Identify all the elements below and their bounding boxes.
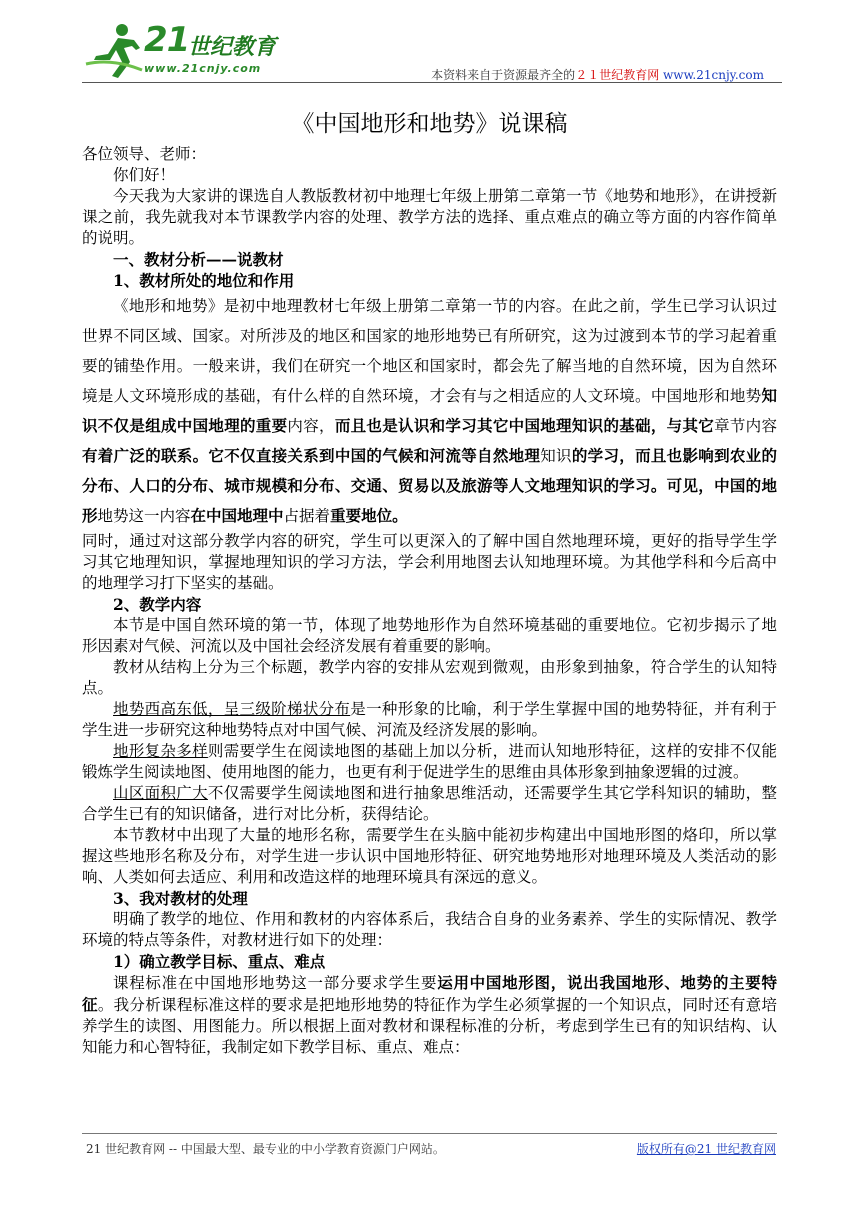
terrain-feature-1-text: 是一种形象的比喻，利于学生掌握中国的地势特征，并有利于学生进一步研究这种地势特点对中国气候、河流及经济发展的影响。 bbox=[82, 700, 777, 739]
text-run: 知识 bbox=[540, 447, 572, 465]
subsection-2-paragraph-4 bbox=[82, 741, 777, 783]
subsection-2-paragraph-3 bbox=[82, 699, 777, 741]
logo-number: 21 bbox=[144, 20, 190, 60]
subsection-2-paragraph-2: 教材从结构上分为三个标题，教学内容的安排从宏观到微观，由形象到抽象，符合学生的认知特点。 bbox=[82, 658, 777, 697]
greeting: 各位领导、老师： bbox=[82, 145, 207, 163]
header-note-brand[interactable]: ２１世纪教育网 bbox=[575, 68, 660, 82]
text-run: 在中国地理中 bbox=[190, 506, 284, 525]
subsection-2-paragraph-6: 本节教材中出现了大量的地形名称，需要学生在头脑中能初步构建出中国地形图的烙印，所以掌握这些地形名称及分布，对学生进一步认识中国地形特征、研究地势地形对地理环境及人类活动的影响、人类如何去适应、利用和改造这样的地理环境具有深远的意义。 bbox=[82, 826, 777, 886]
terrain-feature-2-text: 则需要学生在阅读地图的基础上加以分析，进而认知地形特征，这样的安排不仅能锻炼学生阅读地图、使用地图的能力，也更有利于促进学生的思维由具体形象到抽象逻辑的过渡。 bbox=[82, 742, 777, 781]
standard-analysis: 。我分析课程标准这样的要求是把地形地势的特征作为学生必须掌握的一个知识点，同时还有意培养学生的读图、用图能力。所以根据上面对教材和课程标准的分析，考虑到学生已有的知识结构、认知能力和心智特征，我制定如下教学目标、重点、难点： bbox=[82, 996, 777, 1056]
subsection-3-paragraph-2 bbox=[82, 972, 777, 1058]
header-note bbox=[431, 66, 764, 83]
document-body bbox=[82, 110, 777, 1058]
subsection-2-paragraph-5 bbox=[82, 783, 777, 825]
logo-text: 世纪教育 bbox=[188, 35, 277, 60]
text-run: 知识不仅是组成中国地理的重要 bbox=[82, 386, 777, 435]
subsection-3-1-heading: 1）确立教学目标、重点、难点 bbox=[113, 952, 326, 971]
text-run: 重要地位。 bbox=[330, 506, 408, 525]
header-note-prefix: 本资料来自于资源最齐全的 bbox=[431, 68, 576, 82]
text-run: 章节内容 bbox=[714, 417, 777, 435]
header-divider bbox=[82, 82, 782, 83]
site-logo[interactable] bbox=[82, 20, 302, 82]
subsection-3-heading: 3、我对教材的处理 bbox=[113, 889, 248, 908]
subsection-1-text: 《地形和地势》是初中地理教材七年级上册第二章第一节的内容。在此之前，学生已学习认识过世界不同区域、国家。对所涉及的地区和国家的地形地势已有所研究，这为过渡到本节的学习起着重要的铺垫作用。一般来讲，我们在研究一个地区和国家时，都会先了解当地的自然环境，因为自然环境是人文环境形成的基础，有什么样的自然环境，才会有与之相适应的人文环境。 bbox=[82, 297, 777, 405]
text-run: 内容， bbox=[287, 417, 335, 435]
terrain-feature-2: 地形复杂多样 bbox=[113, 742, 208, 760]
footer-text: 21 世纪教育网 -- 中国最大型、最专业的中小学教育资源门户网站。 bbox=[86, 1142, 445, 1156]
text-run: 中国地形和地势 bbox=[650, 387, 762, 405]
subsection-1-paragraph-2: 同时，通过对这部分教学内容的研究，学生可以更深入的了解中国自然地理环境，更好的指导学生学习其它地理知识，掌握地理知识的学习方法，学会利用地图去认知地理环境。为其他学科和今后高中的地理学习打下坚实的基础。 bbox=[82, 532, 777, 592]
logo-url: www.21cnjy.com bbox=[144, 62, 262, 75]
subsection-2-paragraph-1: 本节是中国自然环境的第一节，体现了地势地形作为自然环境基础的重要地位。它初步揭示了地形因素对气候、河流以及中国社会经济发展有着重要的影响。 bbox=[82, 616, 777, 655]
subsection-1-heading: 1、教材所处的地位和作用 bbox=[113, 271, 295, 290]
terrain-feature-1: 地势西高东低，呈三级阶梯状分布 bbox=[113, 700, 351, 718]
runner-logo-icon bbox=[82, 20, 146, 82]
text-run: 占据着 bbox=[283, 507, 331, 525]
text-run: 的学习，而且也影响到农业的分布、人口的分布、城市规模和分布、交通、贸易以及旅游等人文地理知识的学习。可见，中国的地形 bbox=[82, 446, 777, 525]
subsection-2-heading: 2、教学内容 bbox=[113, 595, 202, 614]
subsection-1-runs bbox=[82, 387, 777, 525]
document-title: 《中国地形和地势》说课稿 bbox=[291, 111, 568, 137]
intro-paragraph: 今天我为大家讲的课选自人教版教材初中地理七年级上册第二章第一节《地势和地形》，在讲授新课之前，我先就我对本节课教学内容的处理、教学方法的选择、重点难点的确立等方面的内容作简单的说明。 bbox=[82, 187, 777, 247]
header-note-url[interactable]: www.21cnjy.com bbox=[663, 68, 764, 82]
footer-copyright-link[interactable]: 版权所有@21 世纪教育网 bbox=[636, 1142, 776, 1156]
terrain-feature-3-text: 不仅需要学生阅读地图和进行抽象思维活动，还需要学生其它学科知识的辅助，整合学生已有的知识储备，进行对比分析，获得结论。 bbox=[82, 784, 777, 823]
subsection-1-paragraph bbox=[82, 291, 777, 531]
subsection-3-paragraph-1: 明确了教学的地位、作用和教材的内容体系后，我结合自身的业务素养、学生的实际情况、教学环境的特点等条件，对教材进行如下的处理： bbox=[82, 910, 777, 949]
text-run: 而且也是认识和学习其它中国地理知识的基础，与其它 bbox=[334, 416, 715, 435]
text-run: 地势这一内容 bbox=[97, 507, 191, 525]
section-1-heading: 一、教材分析——说教材 bbox=[113, 250, 284, 269]
terrain-feature-3: 山区面积广大 bbox=[113, 784, 208, 802]
hello-line: 你们好！ bbox=[113, 166, 176, 184]
footer-divider bbox=[82, 1133, 777, 1134]
standard-intro: 课程标准在中国地形地势这一部分要求学生要 bbox=[113, 974, 438, 992]
page-header bbox=[82, 20, 782, 82]
text-run: 有着广泛的联系。它不仅直接关系到中国的气候和河流等自然地理 bbox=[82, 446, 541, 465]
standard-requirement: 运用中国地形图，说出我国地形、地势的主要特征 bbox=[82, 973, 777, 1014]
